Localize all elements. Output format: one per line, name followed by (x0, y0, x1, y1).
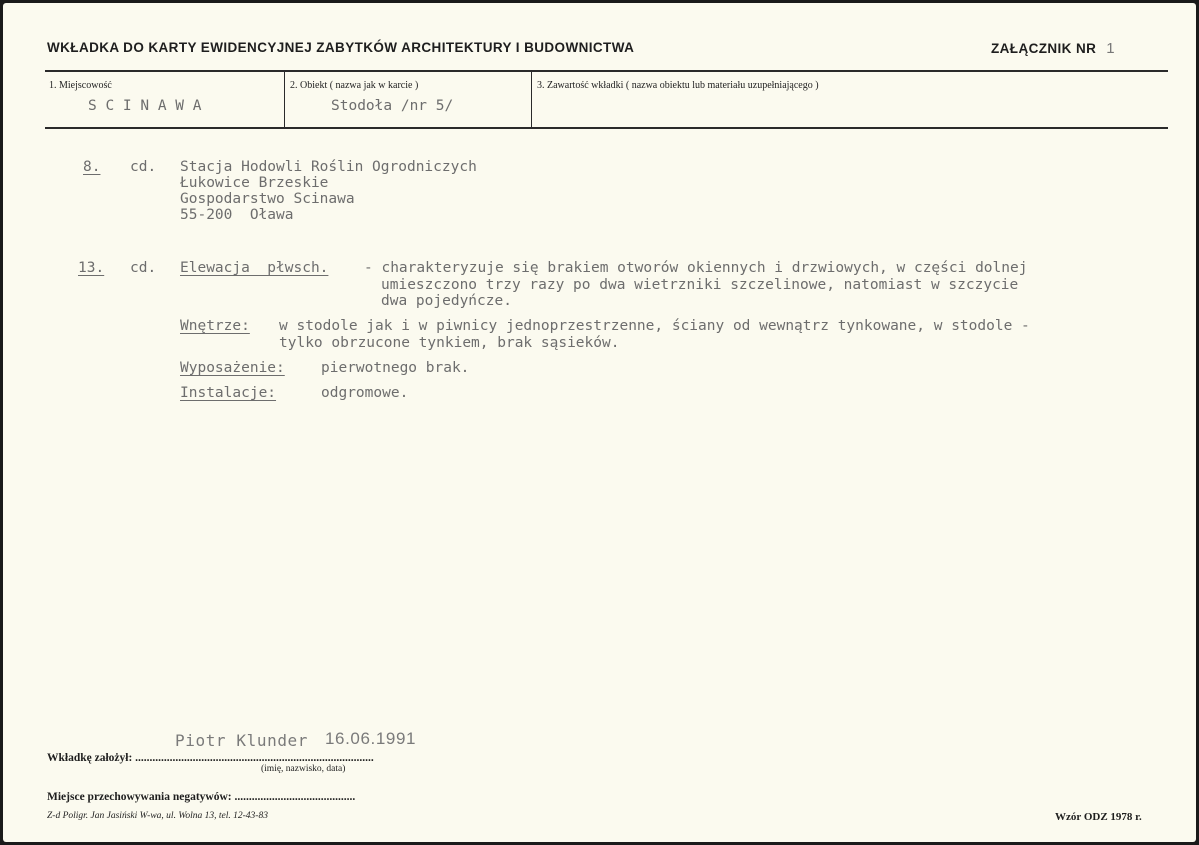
annex-label-text: ZAŁĄCZNIK NR (991, 41, 1097, 56)
record-insert-card (3, 3, 1196, 842)
equipment-label: Wyposażenie: (180, 360, 285, 376)
installations-value: odgromowe. (321, 385, 409, 401)
interior-label: Wnętrze: (180, 318, 250, 334)
negatives-storage-label: Miejsce przechowywania negatywów: .......................................... (47, 791, 356, 803)
elevation-line-1: - charakteryzuje się brakiem otworów okiennych i drzwiowych, w części dolnej (364, 260, 1028, 276)
entry-8-number: 8. (83, 159, 101, 175)
form-title: WKŁADKA DO KARTY EWIDENCYJNEJ ZABYTKÓW ARCHITEKTURY I BUDOWNICTWA (47, 40, 635, 55)
locality-value: S C I N A W A (88, 98, 202, 114)
equipment-value: pierwotnego brak. (321, 360, 470, 376)
elevation-line-3: dwa pojedyńcze. (381, 293, 512, 309)
entry-13-cd: cd. (130, 260, 157, 276)
entry-8-line-2: Łukowice Brzeskie (180, 175, 329, 191)
printer-imprint: Z-d Poligr. Jan Jasiński W-wa, ul. Wolna 13, tel. 12-43-83 (47, 811, 268, 821)
founded-by-label: Wkładkę założył: ................................................................................... (47, 752, 374, 764)
column-divider-1 (284, 72, 285, 127)
elevation-label: Elewacja płwsch. (180, 260, 329, 276)
object-label: 2. Obiekt ( nazwa jak w karcie ) (290, 80, 419, 91)
date-handwritten: 16.06.1991 (325, 729, 417, 748)
header-bottom-rule (45, 127, 1168, 129)
header-top-rule (45, 70, 1168, 72)
entry-8-line-3: Gospodarstwo Scinawa (180, 191, 355, 207)
locality-label: 1. Miejscowość (49, 80, 112, 91)
column-divider-2 (531, 72, 532, 127)
annex-number: 1 (1106, 40, 1116, 57)
entry-8-line-4: 55-200 Oława (180, 207, 294, 223)
interior-line-2: tylko obrzucone tynkiem, brak sąsieków. (279, 335, 620, 351)
interior-line-1: w stodole jak i w piwnicy jednoprzestrzenne, ściany od wewnątrz tynkowane, w stodole - (279, 318, 1030, 334)
object-value: Stodoła /nr 5/ (331, 98, 454, 114)
content-label: 3. Zawartość wkładki ( nazwa obiektu lub materiału uzupełniającego ) (537, 80, 819, 91)
elevation-line-2: umieszczono trzy razy po dwa wietrzniki szczelinowe, natomiast w szczycie (381, 277, 1019, 293)
entry-8-line-1: Stacja Hodowli Roślin Ogrodniczych (180, 159, 477, 175)
founded-by-caption: (imię, nazwisko, data) (261, 764, 346, 774)
form-model: Wzór ODZ 1978 r. (1055, 811, 1142, 823)
annex-label (991, 40, 1115, 57)
installations-label: Instalacje: (180, 385, 277, 401)
entry-13-number: 13. (78, 260, 105, 276)
author-handwritten: Piotr Klunder (175, 731, 309, 750)
entry-8-cd: cd. (130, 159, 157, 175)
